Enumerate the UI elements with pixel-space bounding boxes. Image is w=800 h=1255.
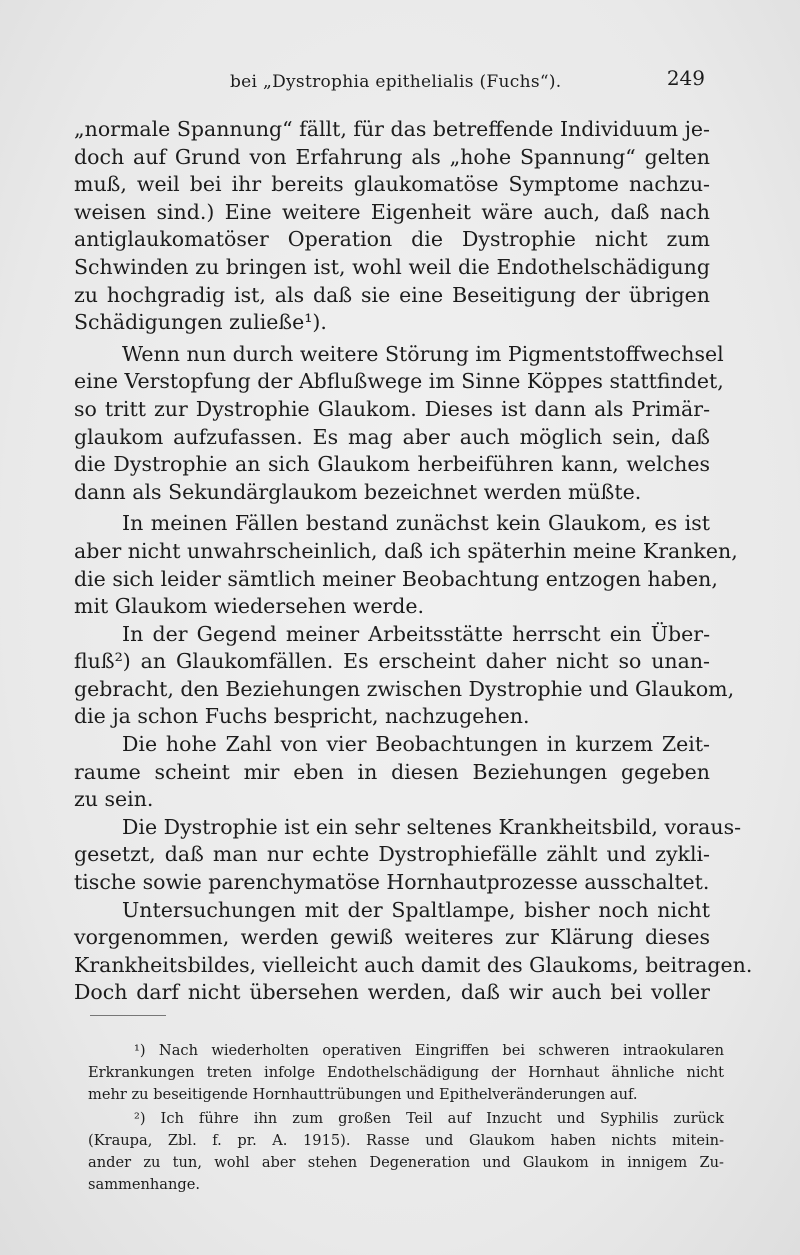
text-line: In meinen Fällen bestand zunächst kein Glaukom, es ist <box>122 511 710 536</box>
text-line: zu sein. <box>74 787 154 812</box>
footnote-line: sammenhange. <box>88 1175 201 1193</box>
text-line: Doch darf nicht übersehen werden, daß wir auch bei voller <box>74 980 710 1005</box>
text-line: vorgenommen, werden gewiß weiteres zur Klärung dieses <box>74 925 710 950</box>
text-line: muß, weil bei ihr bereits glaukomatöse Symptome nachzu- <box>74 172 710 197</box>
text-line: die ja schon Fuchs bespricht, nachzugehen. <box>74 704 530 729</box>
footnote-line: ander zu tun, wohl aber stehen Degeneration und Glaukom in innigem Zu- <box>88 1153 724 1171</box>
text-line: die Dystrophie an sich Glaukom herbeiführen kann, welches <box>74 452 710 477</box>
text-line: Schädigungen zuließe¹). <box>74 310 327 335</box>
text-line: Die Dystrophie ist ein sehr seltenes Krankheitsbild, voraus- <box>122 814 742 839</box>
text-line: „normale Spannung“ fällt, für das betreffende Individuum je- <box>74 117 710 141</box>
text-line: die sich leider sämtlich meiner Beobachtung entzogen haben, <box>74 566 718 591</box>
footnotes <box>88 1040 724 1196</box>
text-line: Die hohe Zahl von vier Beobachtungen in kurzem Zeit- <box>122 732 710 757</box>
text-line: doch auf Grund von Erfahrung als „hohe Spannung“ gelten <box>74 144 710 169</box>
body-text <box>74 116 753 1007</box>
text-line: dann als Sekundärglaukom bezeichnet werden müßte. <box>74 479 642 504</box>
text-line: Schwinden zu bringen ist, wohl weil die Endothelschädigung <box>74 254 710 279</box>
text-line: Untersuchungen mit der Spaltlampe, bisher noch nicht <box>122 897 710 922</box>
text-line: antiglaukomatöser Operation die Dystrophie nicht zum <box>74 227 710 252</box>
footnote-line: ²) Ich führe ihn zum großen Teil auf Inzucht und Syphilis zurück <box>134 1110 724 1128</box>
text-line: glaukom aufzufassen. Es mag aber auch möglich sein, daß <box>74 424 710 449</box>
footnote-line: Erkrankungen treten infolge Endothelschädigung der Hornhaut ähnliche nicht <box>88 1063 724 1081</box>
text-line: gebracht, den Beziehungen zwischen Dystrophie und Glaukom, <box>74 676 735 701</box>
text-line: fluß²) an Glaukomfällen. Es erscheint daher nicht so unan- <box>74 649 710 674</box>
text-line: raume scheint mir eben in diesen Beziehungen gegeben <box>74 759 710 784</box>
text-line: so tritt zur Dystrophie Glaukom. Dieses ist dann als Primär- <box>74 396 710 421</box>
running-title: bei „Dystrophia epithelialis (Fuchs“). <box>230 72 562 92</box>
text-line: Krankheitsbildes, vielleicht auch damit des Glaukoms, beitragen. <box>74 952 753 977</box>
text-line: zu hochgradig ist, als daß sie eine Beseitigung der übrigen <box>74 282 710 307</box>
footnote-line: (Kraupa, Zbl. f. pr. A. 1915). Rasse und Glaukom haben nichts mitein- <box>88 1132 724 1150</box>
text-line: tische sowie parenchymatöse Hornhautprozesse ausschaltet. <box>74 870 710 895</box>
text-line: In der Gegend meiner Arbeitsstätte herrscht ein Über- <box>122 621 710 646</box>
text-line: Wenn nun durch weitere Störung im Pigmentstoffwechsel <box>122 341 724 366</box>
footnote-line: ¹) Nach wiederholten operativen Eingriffen bei schweren intraokularen <box>134 1042 724 1059</box>
footnote-separator <box>90 1015 166 1016</box>
page-header <box>60 66 705 96</box>
text-line: eine Verstopfung der Abflußwege im Sinne Köppes stattfindet, <box>74 369 724 394</box>
page-number: 249 <box>666 66 705 90</box>
text-line: gesetzt, daß man nur echte Dystrophiefälle zählt und zykli- <box>74 842 710 867</box>
text-line: aber nicht unwahrscheinlich, daß ich späterhin meine Kranken, <box>74 538 738 563</box>
text-line: mit Glaukom wiedersehen werde. <box>74 594 425 619</box>
footnote-line: mehr zu beseitigende Hornhauttrübungen und Epithelveränderungen auf. <box>88 1085 638 1103</box>
text-line: weisen sind.) Eine weitere Eigenheit wäre auch, daß nach <box>74 199 710 224</box>
